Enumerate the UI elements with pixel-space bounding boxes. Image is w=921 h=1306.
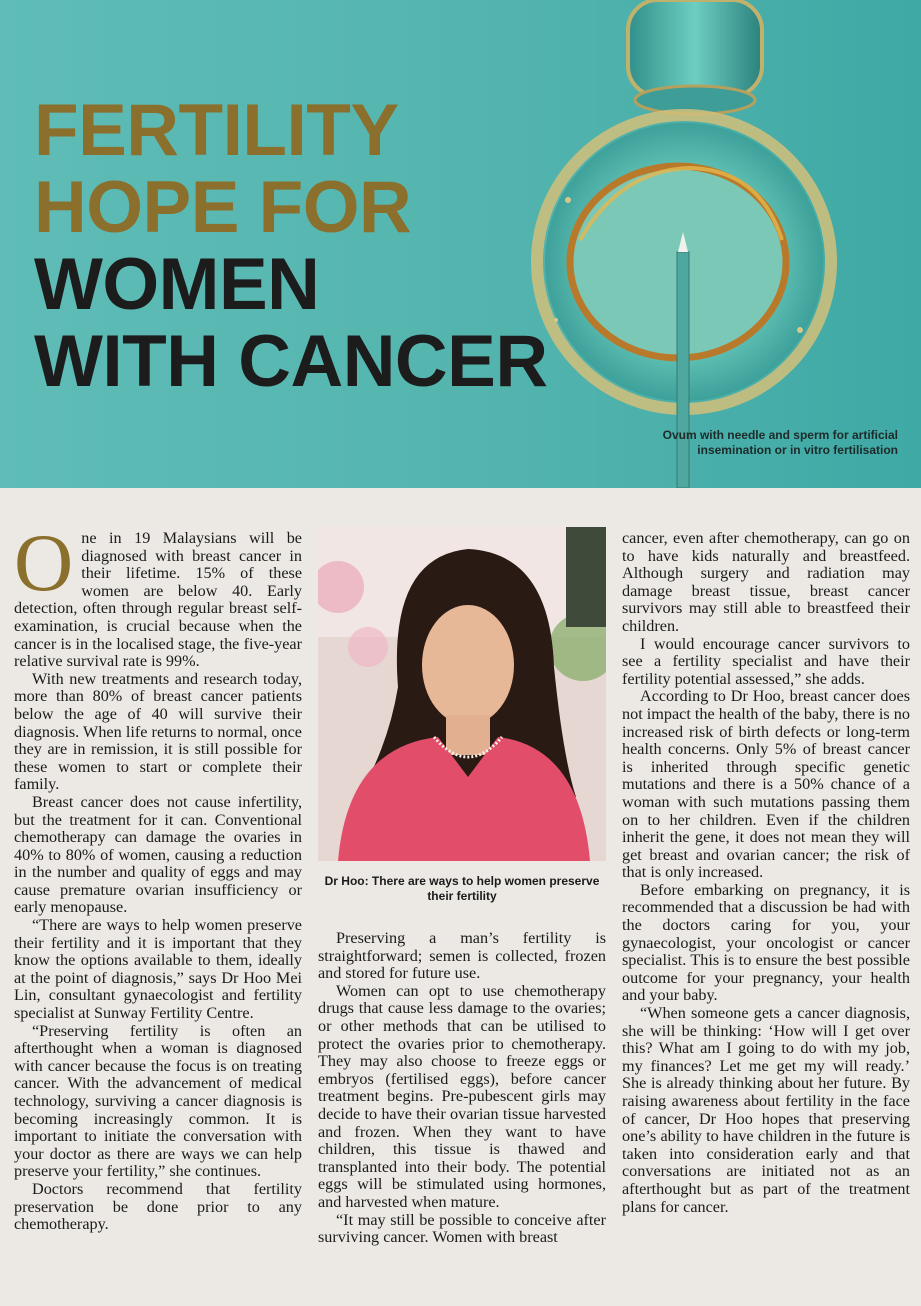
photo-caption: Dr Hoo: There are ways to help women preserve their fertility: [324, 874, 600, 903]
hero-caption: Ovum with needle and sperm for artificial insemination or in vitro fertilisation: [662, 428, 898, 457]
drop-cap: O: [14, 517, 74, 608]
paragraph: “Preserving fertility is often an afterthought when a woman is diagnosed with cancer because the focus is on treating cancer. With the advancement of medical technology, surviving a cancer diagnosis is becoming increasingly common. It is important to initiate the conversation with your doctor as there are ways we can help preserve your fertility,” she continues.: [14, 1021, 302, 1181]
headline-line-2: HOPE FOR: [34, 167, 412, 248]
article-column-2: [318, 930, 606, 1247]
headline: [34, 92, 548, 400]
headline-line-4: WITH CANCER: [34, 321, 548, 402]
paragraph: Doctors recommend that fertility preservation be done prior to any chemotherapy.: [14, 1179, 302, 1234]
headline-line-3: WOMEN: [34, 244, 320, 325]
paragraph: “When someone gets a cancer diagnosis, she will be thinking: ‘How will I get over this? What am I going to do with my job, my finances? Let me get my will ready.’ She is already thinking about her future. By raising awareness about fertility in the face of cancer, Dr Hoo hopes that preserving one’s ability to have children in the future is taken into consideration early and that conversations are initiated not as an afterthought but as part of the treatment plans for cancer.: [622, 1004, 910, 1216]
ovum-needle-illustration: [520, 0, 921, 488]
paragraph: Breast cancer does not cause infertility, but the treatment for it can. Conventional chemotherapy can damage the ovaries in 40% to 80% of women, causing a reduction in the number and quality of eggs and may cause premature ovarian insufficiency or early menopause.: [14, 792, 302, 917]
paragraph: Before embarking on pregnancy, it is recommended that a discussion be had with the doctors caring for you, your gynaecologist, your oncologist or cancer specialist. This is to ensure the best possible outcome for your pregnancy, your health and your baby.: [622, 880, 910, 1005]
article-column-1: [14, 517, 302, 1234]
paragraph: With new treatments and research today, more than 80% of breast cancer patients below the age of 40 will survive their diagnosis. When life returns to normal, once they are in remission, it is still possible for these women to start or complete their family.: [14, 669, 302, 794]
headline-line-1: FERTILITY: [34, 90, 399, 171]
paragraph: ne in 19 Malaysians will be diagnosed with breast cancer in their lifetime. 15% of these women are below 40. Early detection, often through regular breast self-examination, is crucial because when the cancer is in the localised stage, the five-year relative survival rate is 99%.: [14, 529, 302, 671]
paragraph: cancer, even after chemotherapy, can go on to have kids naturally and breastfeed. Although surgery and radiation may damage breast tissue, breast cancer survivors may still able to breastfeed their children.: [622, 529, 910, 635]
paragraph: “There are ways to help women preserve their fertility and it is important that they know the options available to them, ideally at the point of diagnosis,” says Dr Hoo Mei Lin, consultant gynaecologist and fertility specialist at Sunway Fertility Centre.: [14, 916, 302, 1023]
paragraph: Women can opt to use chemotherapy drugs that cause less damage to the ovaries; or other methods that can be utilised to protect the ovaries prior to chemotherapy. They may also choose to freeze eggs or embryos (fertilised eggs), before cancer treatment begins. Pre-pubescent girls may decide to have their ovarian tissue harvested and frozen. When they want to have children, this tissue is thawed and transplanted into their body. The potential eggs will be stimulated using hormones, and harvested when mature.: [318, 981, 606, 1211]
paragraph: I would encourage cancer survivors to see a fertility specialist and have their fertility potential assessed,” she adds.: [622, 634, 910, 688]
paragraph: According to Dr Hoo, breast cancer does not impact the health of the baby, there is no increased risk of birth defects or long-term health concerns. Only 5% of breast cancer is inherited through specific genetic mutations and there is a 50% chance of a woman with such mutations passing them on to her children. Even if the children inherit the gene, it does not mean they will get breast and ovarian cancer; the risk of that is only increased.: [622, 687, 910, 882]
portrait-photo-dr-hoo: [318, 527, 606, 861]
paragraph: Preserving a man’s fertility is straightforward; semen is collected, frozen and stored for future use.: [318, 929, 606, 983]
paragraph: “It may still be possible to conceive after surviving cancer. Women with breast: [318, 1210, 606, 1247]
hero-banner: [0, 0, 921, 488]
article-column-3: [622, 530, 910, 1216]
